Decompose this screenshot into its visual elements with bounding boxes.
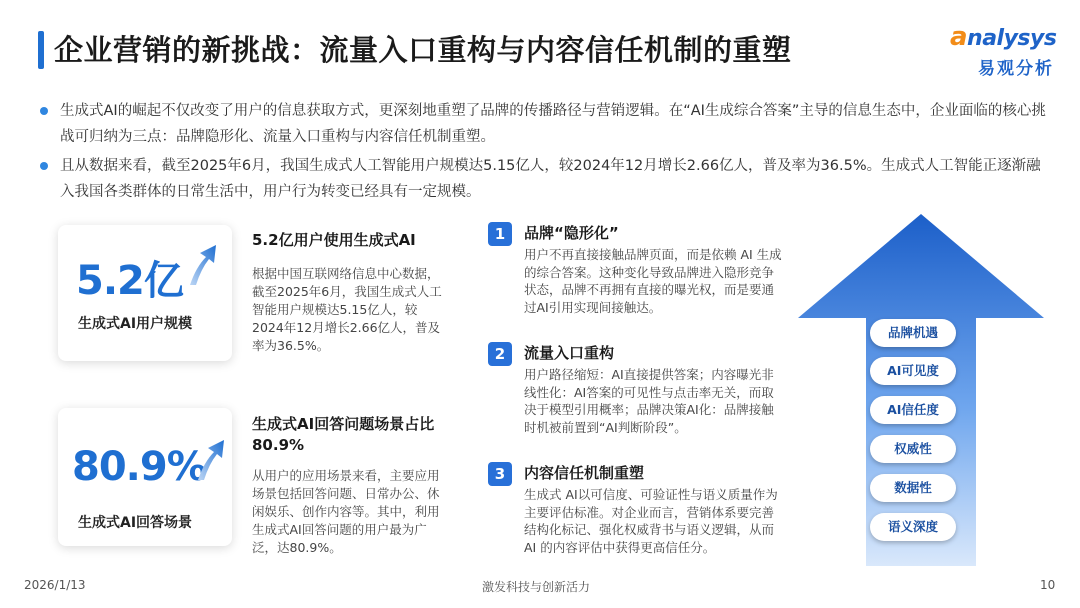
logo-wordmark-rest: nalysys [967, 26, 1057, 51]
challenge-description: 生成式 AI以可信度、可验证性与语义质量作为主要评估标准。对企业而言，营销体系要完善结构化标记、强化权威背书与语义逻辑，从而 AI 的内容评估中获得更高信任分。 [524, 487, 778, 555]
bullet-dot-icon [40, 107, 48, 115]
page-title: 企业营销的新挑战：流量入口重构与内容信任机制的重塑 [54, 33, 792, 67]
page-number: 10 [1040, 578, 1056, 592]
pyramid-level-pill: 数据性 [870, 474, 956, 502]
stat-label: 生成式AI回答场景 [78, 515, 193, 531]
challenge-number-badge: 1 [488, 222, 512, 246]
footer-date: 2026/1/13 [24, 578, 86, 592]
stat-description: 根据中国互联网络信息中心数据，截至2025年6月，我国生成式人工智能用户规模达5.15亿人，较2024年12月增长2.66亿人，普及率为36.5%。 [252, 266, 442, 353]
stat-label: 生成式AI用户规模 [78, 316, 193, 332]
analysys-logo [950, 22, 1062, 82]
data-bullet [60, 153, 1050, 205]
bullet-text: 生成式AI的崛起不仅改变了用户的信息获取方式，更深刻地重塑了品牌的传播路径与营销逻辑。在“AI生成综合答案”主导的信息生态中，企业面临的核心挑战可归纳为三点：品牌隐形化、流量入口重构与内容信任机制重塑。 [60, 103, 1046, 145]
pyramid-level-pill: 权威性 [870, 435, 956, 463]
trend-up-arrow-icon [194, 438, 226, 482]
stat-description: 从用户的应用场景来看，主要应用场景包括回答问题、日常办公、休闲娱乐、创作内容等。其中，利用生成式AI回答问题的用户最为广泛，达80.9%。 [252, 468, 440, 555]
stat-card-users [58, 225, 232, 361]
logo-chinese-name: 易观分析 [978, 59, 1054, 79]
logo-initial: a [950, 22, 968, 52]
challenge-title: 流量入口重构 [524, 344, 615, 362]
stat-card-qa [58, 408, 232, 546]
stat-value: 80.9% [72, 444, 206, 490]
logo-wordmark [950, 22, 1056, 52]
pyramid-level-pill: AI信任度 [870, 396, 956, 424]
challenge-title: 品牌“隐形化” [524, 224, 619, 242]
footer-slogan: 激发科技与创新活力 [482, 580, 591, 594]
pyramid-level-pill: 语义深度 [870, 513, 956, 541]
intro-bullet [60, 98, 1050, 150]
challenge-title: 内容信任机制重塑 [524, 464, 645, 482]
stat-title: 生成式AI回答问题场景占比80.9% [252, 415, 435, 454]
stat-value: 5.2亿 [76, 258, 183, 304]
challenge-description: 用户不再直接接触品牌页面，而是依赖 AI 生成的综合答案。这种变化导致品牌进入隐形竞争状态，品牌不再拥有直接的曝光权，而是要通过AI引用实现间接触达。 [524, 247, 782, 315]
challenge-number-badge: 3 [488, 462, 512, 486]
title-accent-bar [38, 31, 44, 69]
stat-title: 5.2亿用户使用生成式AI [252, 231, 416, 249]
bullet-text: 且从数据来看，截至2025年6月，我国生成式人工智能用户规模达5.15亿人，较2024年12月增长2.66亿人，普及率为36.5%。生成式人工智能正逐渐融入我国各类群体的日常生活中，用户行为转变已经具有一定规模。 [60, 158, 1041, 200]
challenge-number-badge: 2 [488, 342, 512, 366]
pyramid-level-pill: AI可见度 [870, 357, 956, 385]
trend-up-arrow-icon [186, 243, 218, 287]
pyramid-level-pill: 品牌机遇 [870, 319, 956, 347]
challenge-description: 用户路径缩短：AI直接提供答案；内容曝光非线性化：AI答案的可见性与点击率无关，而取决于模型引用概率；品牌决策AI化：品牌接触时机被前置到“AI判断阶段”。 [524, 367, 774, 435]
bullet-dot-icon [40, 162, 48, 170]
